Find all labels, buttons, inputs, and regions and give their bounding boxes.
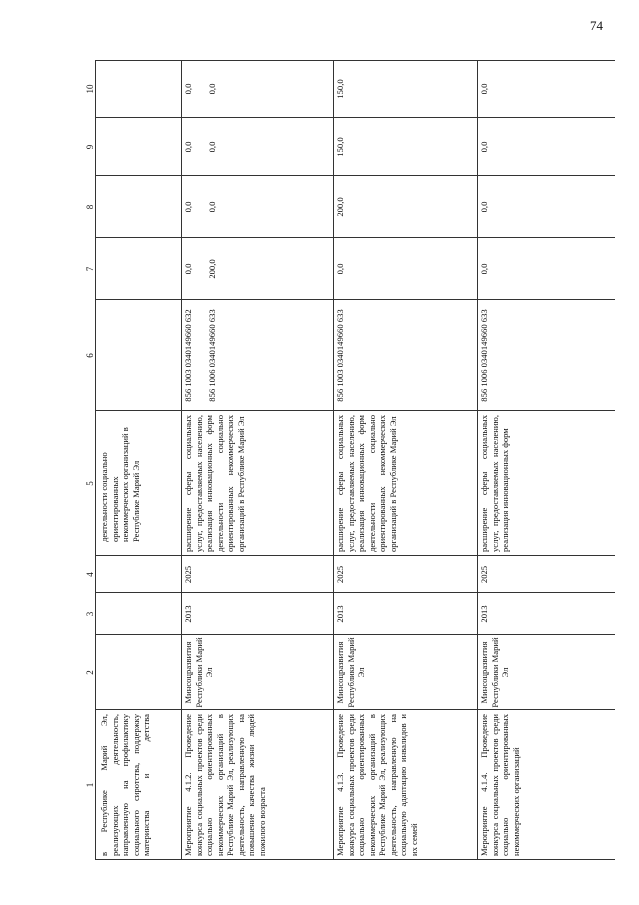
row-divider (181, 60, 182, 860)
row-value-col7: 0,0 (335, 263, 345, 275)
row-end-year: 2025 (183, 565, 193, 584)
row-value-col9: 0,0 (479, 141, 489, 153)
row-description: Мероприятие 4.1.2. Проведение конкурса социальных проектов среди социально ориентированных некоммерческих организаций в Республике Марий Эл, реализующих деятельность, направленную на повышение качества жизни людей пожилого возраста (183, 714, 267, 856)
row-start-year: 2013 (335, 605, 345, 623)
row-value-col7: 200,0 (207, 259, 217, 279)
row-value-col8: 0,0 (183, 201, 193, 213)
row-result: расширение сферы социальных услуг, предоставляемых населению, реализация инновационных форм деятельности социально ориентированных некоммерческих организаций в Республике Марий Эл (183, 415, 246, 552)
row-budget-code: 856 1006 0340149660 633 (207, 309, 217, 402)
row-divider (477, 60, 478, 860)
row-executor: Минсоцразвития Республики Марий Эл (479, 637, 510, 708)
row-budget-code: 856 1003 0340149660 632 (183, 309, 193, 402)
table-top-border (95, 60, 96, 860)
table-row (479, 60, 615, 860)
row-value-col10: 0,0 (183, 83, 193, 95)
column-header-7: 7 (85, 266, 95, 272)
row-result: расширение сферы социальных услуг, предоставляемых населению, реализация инновационных форм (479, 415, 510, 552)
row-value-col8: 0,0 (207, 201, 217, 213)
row-description: Мероприятие 4.1.4. Проведение конкурса социальных проектов среди социально ориентированных некоммерческих организаций (479, 714, 521, 856)
row-value-col9: 150,0 (335, 137, 345, 157)
column-header-6: 6 (85, 353, 95, 358)
page-number: 74 (590, 18, 603, 33)
row-value-col10: 0,0 (207, 83, 217, 95)
row-value-col9: 0,0 (207, 141, 217, 153)
budget-table (85, 60, 615, 860)
column-header-9: 9 (85, 144, 95, 150)
row-value-col7: 0,0 (479, 263, 489, 275)
row-value-col10: 0,0 (479, 83, 489, 95)
column-header-5: 5 (85, 481, 95, 486)
row-divider (333, 60, 334, 860)
table-row (99, 60, 179, 860)
row-result: деятельности социально ориентированных некоммерческих организаций в Республике Марий Эл (99, 427, 141, 542)
row-executor: Минсоцразвития Республики Марий Эл (335, 637, 366, 708)
table-row (183, 60, 333, 860)
row-value-col8: 200,0 (335, 197, 345, 217)
rotated-table-container (85, 60, 615, 860)
row-end-year: 2025 (335, 565, 345, 584)
row-budget-code: 856 1003 0340149660 633 (335, 309, 345, 402)
column-header-8: 8 (85, 204, 95, 210)
column-header-2: 2 (85, 670, 95, 675)
row-description: в Республике Марий Эл, реализующих деятельность, направленную на профилактику социального сиротства, поддержку материнства и детства (99, 714, 151, 856)
column-header-10: 10 (85, 84, 95, 94)
column-header-1: 1 (85, 782, 95, 788)
row-description: Мероприятие 4.1.3. Проведение конкурса социальных проектов среди социально ориентированных некоммерческих организаций в Республике Марий Эл, реализующих деятельность, направленную на социальную адаптацию инвалидов и их семей (335, 714, 419, 856)
row-budget-code: 856 1006 0340149660 633 (479, 309, 489, 402)
column-header-3: 3 (85, 611, 95, 617)
table-row (335, 60, 477, 860)
row-value-col9: 0,0 (183, 141, 193, 153)
row-value-col7: 0,0 (183, 263, 193, 275)
row-value-col10: 150,0 (335, 79, 345, 99)
row-start-year: 2013 (479, 605, 489, 623)
row-value-col8: 0,0 (479, 201, 489, 213)
row-result: расширение сферы социальных услуг, предоставляемых населению, реализация инновационных форм деятельности социально ориентированных некоммерческих организаций в Республике Марий Эл (335, 415, 398, 552)
row-start-year: 2013 (183, 605, 193, 623)
row-executor: Минсоцразвития Республики Марий Эл (183, 637, 214, 708)
column-header-4: 4 (85, 572, 95, 577)
row-end-year: 2025 (479, 565, 489, 584)
